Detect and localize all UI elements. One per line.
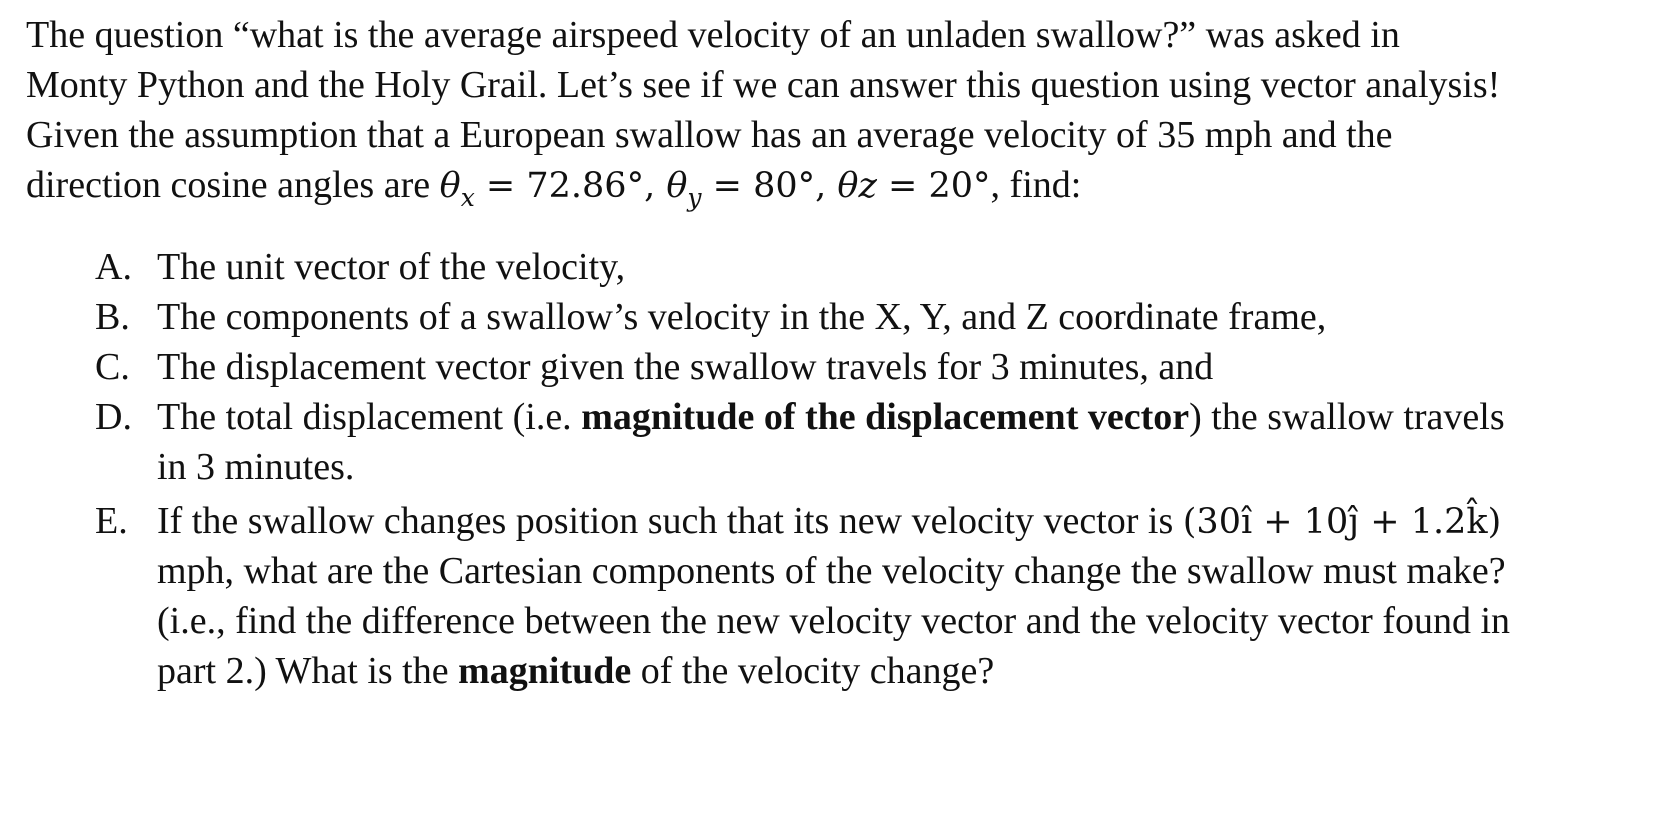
item-d-post: ) the swallow travels [1189,396,1505,438]
theta-z-symbol: θz [837,166,877,206]
item-letter: D. [95,396,132,438]
item-letter: A. [95,246,132,288]
intro-line-4-end: , find: [990,164,1082,206]
velocity-vector: (30î + 10ĵ + 1.2k̂) [1182,502,1502,542]
item-e-line-4 [157,646,1666,696]
item-letter: B. [95,296,130,338]
intro-line-3: Given the assumption that a European swallow has an average velocity of 35 mph and the [26,114,1393,156]
item-d-pre: The total displacement (i.e. [157,396,582,438]
problem-document [26,10,1666,696]
item-e-bold: magnitude [458,650,632,692]
item-a-text: The unit vector of the velocity, [157,246,626,288]
question-list [26,242,1666,696]
intro-paragraph [26,10,1666,210]
item-e-line-4-post: of the velocity change? [631,650,995,692]
item-e-line-1-text: If the swallow changes position such that its new velocity vector is [157,500,1183,542]
item-e-line-2: mph, what are the Cartesian components of the velocity change the swallow must make? [157,550,1506,592]
item-d-line-2: in 3 minutes. [157,446,355,488]
item-letter: E. [95,500,128,542]
item-c-text: The displacement vector given the swallow travels for 3 minutes, and [157,346,1214,388]
list-item-b [26,292,1666,342]
intro-line-4 [26,160,1666,210]
intro-line-1: The question “what is the average airspeed velocity of an unladen swallow?” was asked in [26,14,1400,56]
theta-x-subscript: x [460,183,475,212]
theta-z-equation: = 20° [876,166,991,206]
intro-line-2: Monty Python and the Holy Grail. Let’s see if we can answer this question using vector analysis! [26,64,1501,106]
item-letter: C. [95,346,130,388]
theta-y-subscript: y [687,183,702,212]
item-d-line-1 [157,392,1666,442]
theta-y-symbol: θ [666,166,688,206]
item-e-line-1 [157,496,1666,546]
item-e-line-4-pre: part 2.) What is the [157,650,459,692]
list-item-c [26,342,1666,392]
list-item-d [26,392,1666,492]
theta-y-equation: = 80°, [701,166,838,206]
item-e-line-3: (i.e., find the difference between the new velocity vector and the velocity vector found in [157,600,1511,642]
list-item-a [26,242,1666,292]
theta-x-equation: = 72.86°, [474,166,667,206]
theta-x-symbol: θ [439,166,461,206]
item-b-text: The components of a swallow’s velocity in the X, Y, and Z coordinate frame, [157,296,1327,338]
list-item-e [26,496,1666,696]
intro-line-4-text: direction cosine angles are [26,164,431,206]
item-d-bold: magnitude of the displacement vector [581,396,1190,438]
